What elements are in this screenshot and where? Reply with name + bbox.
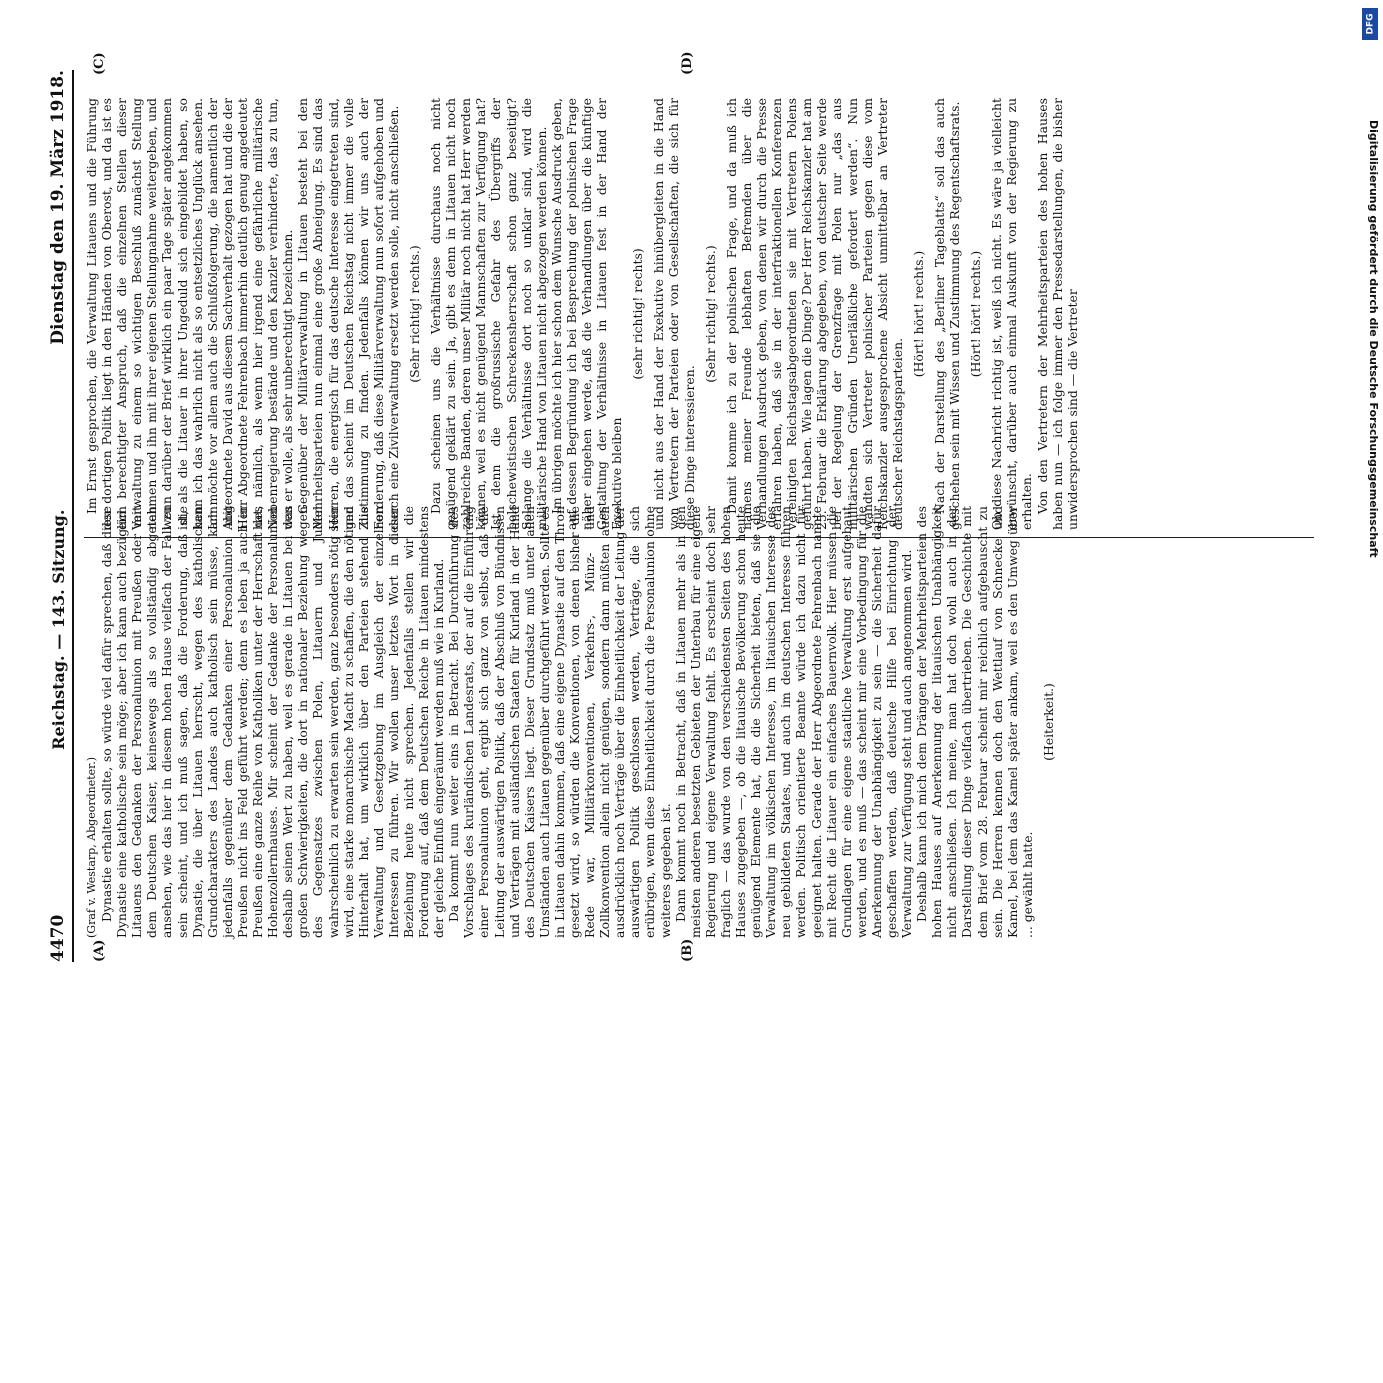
paragraph: und nicht aus der Hand der Exekutive hinübergleiten in die Hand von Vertretern der Parteien oder von Gesellschaften, die sich für diese Dinge interessieren. [651,98,697,530]
page-number: 4470 [48,914,68,962]
paragraph: Nach der Darstellung des „Berliner Tageblatts“ soll das auch geschehen sein mit Wissen und Zustimmung des Regentschaftsrats. [931,98,963,530]
paragraph: Gegenüber der Militärverwaltung in Litauen besteht bei den Mehrheitsparteien nun einmal eine große Abneigung. Es sind das Herren, die energisch für das deutsche Interesse eingetreten sind, und das scheint im Deutschen Reichstag nicht immer die volle Zustimmung zu finden. Jedenfalls können wir uns auch der Forderung, daß diese Militärverwaltung nun sofort aufgehoben und durch eine Zivilverwaltung ersetzt werden solle, nicht anschließen. [295,98,401,530]
paragraph: Im übrigen möchte ich hier schon dem Wunsche Ausdruck geben, auf dessen Begründung ich bei Besprechung der polnischen Frage näher eingehen werde, daß die Verhandlungen über die künftige Gestaltung der Verhältnisse in Litauen fest in der Hand der Exekutive bleiben [548,98,625,530]
interjection: (Heiterkeit.) [1040,683,1056,761]
paragraph: Dynastie erhalten sollte, so würde viel dafür sprechen, daß diese Dynastie eine katholische sein möge; aber ich kann auch bezüglich Litauens den Gedanken der Personalunion mit Preußen oder mit dem Deutschen Kaiser, keineswegs als so vollständig abgetan ansehen, wie das hier in diesem hohen Hause vielfach der Fall zu sein scheint, und ich muß sagen, daß die Forderung, daß die Dynastie, die über Litauen herrscht, wegen des katholischen Grundcharakters des Landes auch katholisch sein müsse, kann jedenfalls gegenüber dem Gedanken einer Personalunion mit Preußen nicht ins Feld geführt werden; denn es leben ja auch in Preußen eine ganze Reihe von Katholiken unter der Herrschaft des Hohenzollernhauses. Mir scheint der Gedanke der Personalunion deshalb seinen Wert zu haben, weil es gerade in Litauen bei den großen Schwierigkeiten, die dort in nationaler Beziehung wegen des Gegensatzes zwischen Polen, Litauern und Juden wahrscheinlich zu erwarten sein werden, ganz besonders nötig sein wird, eine starke monarchische Macht zu schaffen, die den nötigen Hinterhalt hat, um wirklich über den Parteien stehend die Verwaltung und Gesetzgebung im Ausgleich der einzelnen Interessen zu führen. Wir wollen unser letztes Wort in dieser Beziehung heute nicht sprechen. Jedenfalls stellen wir die Forderung auf, daß dem Deutschen Reiche in Litauen mindestens der gleiche Einfluß eingeräumt werden muß wie in Kurland. [99,506,447,938]
right-column [84,98,1284,530]
margin-letter-b: (B) [680,938,695,962]
paragraph: Ob diese Nachricht richtig ist, weiß ich nicht. Es wäre ja vielleicht erwünscht, darüber auch einmal Auskunft von der Regierung zu erhalten. [989,98,1035,530]
paragraph: Deshalb kann ich mich dem Drängen der Mehrheitsparteien des hohen Hauses auf Anerkennung der litauischen Unabhängigkeit nicht anschließen. Ich meine, man hat doch wohl auch in der Darstellung dieser Dinge vielfach übertrieben. Die Geschichte mit dem Brief vom 28. Februar scheint mir reichlich aufgebauscht zu sein. Die Herren kennen doch den Wettlauf von Schnecke und Kamel, bei dem das Kamel später ankam, weil es den Umweg über ... gewählt hatte. [914,506,1035,938]
session-title: Reichstag. — 143. Sitzung. [49,509,68,750]
interjection: (Sehr richtig! rechts.) [702,245,718,383]
interjection: (Hört! hört! rechts.) [968,250,984,378]
session-date: Dienstag den 19. März 1918. [48,70,68,345]
dfg-logo-text: DFG [1365,13,1376,35]
speaker-line: (Graf v. Westarp, Abgeordneter.) [85,756,98,938]
margin-letter-a: (A) [92,939,107,962]
paragraph: Im Ernst gesprochen, die Verwaltung Litauens und die Führung der dortigen Politik liegt in den Händen von Oberost, und da ist es ein berechtigter Anspruch, daß die einzelnen Stellen dieser Verwaltung zu einem so wichtigen Beschluß zunächst Stellung nehmen und ihn mit ihrer eigenen Stellungnahme weitergeben, und wenn darüber der Brief wirklich ein paar Tage später angekommen ist, als die Litauer in ihrer Ungeduld sich eingebildet haben, so kann ich das wahrlich nicht als so entsetzliches Unglück ansehen. Ich möchte vor allem auch die Schlußfolgerung, die namentlich der Abgeordnete David aus diesem Sachverhalt gezogen hat und die der Herr Abgeordnete Fehrenbach immerhin deutlich genug angedeutet hat, nämlich, als wenn hier irgend eine gefährliche militärische Nebenregierung bestände und den Kanzler verhinderte, das zu tun, was er wolle, als sehr unberechtigt bezeichnen. [84,98,296,530]
paragraph: Dann kommt noch in Betracht, daß in Litauen mehr als in den meisten anderen besetzten Gebieten der Unterbau für eine eigene Regierung und eigene Verwaltung fehlt. Es erscheint doch sehr fraglich — das wurde von den verschiedensten Seiten des hohen Hauses zugegeben —, ob die litauische Bevölkerung schon heute genügend Elemente hat, die die Sicherheit bieten, daß sie die Verwaltung im völkischen Interesse, im litauischen Interesse des neu gebildeten Staates, und auch im deutschen Interesse führen werden. Politisch orientierte Beamte würde ich dazu nicht für geeignet halten. Gerade der Herr Abgeordnete Fehrenbach nannte mit Recht die Litauer ein einfaches Bauernvolk. Hier müssen die Grundlagen für eine eigene staatliche Verwaltung erst aufgebaut werden, und es muß — das scheint mir eine Vorbedingung für die Anerkennung der Unabhängigkeit zu sein — die Sicherheit dafür geschaffen werden, daß deutsche Hilfe bei Einrichtung der Verwaltung zur Verfügung steht und auch angenommen wird. [672,506,915,938]
margin-letter-d: (D) [680,51,695,75]
dfg-logo [1362,8,1378,40]
interjection: (sehr richtig! rechts) [630,248,646,380]
page-header [40,70,74,962]
interjection: (Sehr richtig! rechts.) [406,245,422,383]
paragraph: Da kommt nun weiter eins in Betracht. Bei Durchführung des Vorschlages des kurländischen Landesrats, der auf die Einführung einer Personalunion geht, ergibt sich ganz von selbst, daß die Leitung der auswärtigen Politik, daß der Abschluß von Bündnissen und Verträgen mit ausländischen Staaten für Kurland in der Hand des Deutschen Kaisers liegt. Dieser Grundsatz muß unter allen Umständen auch Litauen gegenüber durchgeführt werden. Sollte es in Litauen dahin kommen, daß eine eigene Dynastie auf den Thron gesetzt wird, so würden die Konventionen, von denen bisher die Rede war, Militärkonventionen, Verkehrs-, Münz- und Zollkonvention allein nicht genügen, sondern dann müßten auch ausdrücklich noch Verträge über die Einheitlichkeit der Leitung der auswärtigen Politik geschlossen werden, Verträge, die sich erübrigen, wenn diese Einheitlichkeit durch die Personalunion ohne weiteres gegeben ist. [446,506,673,938]
margin-letter-c: (C) [92,52,107,75]
digitization-note: Digitalisierung gefördert durch die Deutsche Forschungsgemeinschaft [1367,120,1380,558]
digitization-strip [1363,0,1383,1383]
paragraph: Damit komme ich zu der polnischen Frage, und da muß ich namens meiner Freunde lebhaften Befremden über die Verhandlungen Ausdruck geben, von denen wir durch die Presse erfahren haben, daß sie in der interfraktionellen Konferenzen vereinigten Reichstagsabgeordneten sie mit Vertretern Polens geführt haben. Wie lagen die Dinge? Der Herr Reichskanzler hat am 25. Februar die Erklärung abgegeben, von deutscher Seite werde bei der Regelung der Grenzfrage mit Polen nur „das aus militärischen Gründen Unerläßliche gefordert werden“. Nun wandten sich Vertreter polnischer Parteien gegen diese vom Reichskanzler ausgesprochene Absicht unmittelbar an Vertreter deutscher Reichstagsparteien. [723,98,905,530]
interjection: (Hört! hört! rechts.) [910,250,926,378]
paragraph: Von den Vertretern der Mehrheitsparteien des hohen Hauses haben nun — ich folge immer den Pressedarstellungen, die bisher unwidersprochen sind — die Vertreter [1034,98,1080,530]
paragraph: Dazu scheinen uns die Verhältnisse durchaus noch nicht genügend geklärt zu sein. Ja, gibt es denn in Litauen nicht noch zahlreiche Banden, deren unser Militär noch nicht hat Herr werden können, weil es nicht genügend Mannschaften zur Verfügung hat? Ist denn die großrussische Gefahr des Übergriffs der bolschewistischen Schreckensherrschaft schon ganz beseitigt? Solange die Verhältnisse dort noch so unklar sind, wird die militärische Hand von Litauen nicht abgezogen werden können. [428,98,549,530]
left-column [84,506,1284,938]
